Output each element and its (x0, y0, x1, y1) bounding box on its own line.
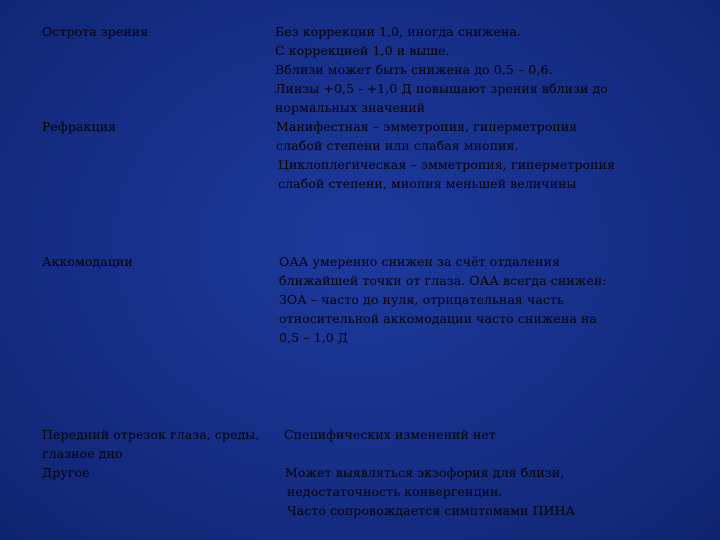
value-line: Часто сопровождается симптомами ПИНА (287, 503, 576, 518)
value-line: относительной аккомодации часто снижена на (279, 311, 597, 326)
value-line: недостаточность конвергенции. (287, 484, 503, 499)
value-line: нормальных значений (275, 100, 426, 115)
row-value-other (285, 463, 575, 520)
row-value-visual-acuity (274, 22, 608, 117)
label-line: глазное дно (42, 446, 123, 461)
value-line: ОАА умеренно снижен за счёт отдаления (279, 254, 561, 269)
value-line: Манифестная – эмметропия, гиперметропия (276, 119, 578, 134)
row-label-accommodation: Аккомодации (42, 254, 133, 269)
value-line: Может выявляться экзофория для близи, (285, 465, 565, 480)
row-label-refraction: Рефракция (42, 119, 117, 134)
row-value-refraction (276, 117, 615, 193)
value-line: Циклоплегическая – эмметропия, гиперметропия (278, 157, 615, 172)
row-label-anterior-segment (42, 425, 260, 463)
row-value-accommodation (279, 252, 607, 347)
label-line: Передний отрезок глаза, среды, (42, 427, 260, 442)
value-line: ЗОА – часто до нуля, отрицательная часть (279, 292, 564, 307)
value-line: Линзы +0,5 - +1,0 Д повышают зрения вблизи до (275, 81, 608, 96)
value-line: Вблизи может быть снижена до 0,5 – 0,6. (275, 62, 553, 77)
value-line: Специфических изменений нет (284, 427, 496, 442)
row-label-visual-acuity: Острота зрения (42, 24, 149, 39)
value-line: ближайшей точки от глаза. ОАА всегда снижен: (279, 273, 607, 288)
value-line: слабой степени или слабая миопия. (276, 138, 519, 153)
value-line: С коррекцией 1,0 и выше. (275, 43, 450, 58)
row-value-anterior-segment (284, 425, 496, 444)
value-line: Без коррекции 1,0, иногда снижена. (275, 24, 522, 39)
row-label-other: Другое (42, 465, 90, 480)
value-line: 0,5 – 1,0 Д (279, 330, 349, 345)
value-line: слабой степени, миопия меньшей величины (278, 176, 577, 191)
